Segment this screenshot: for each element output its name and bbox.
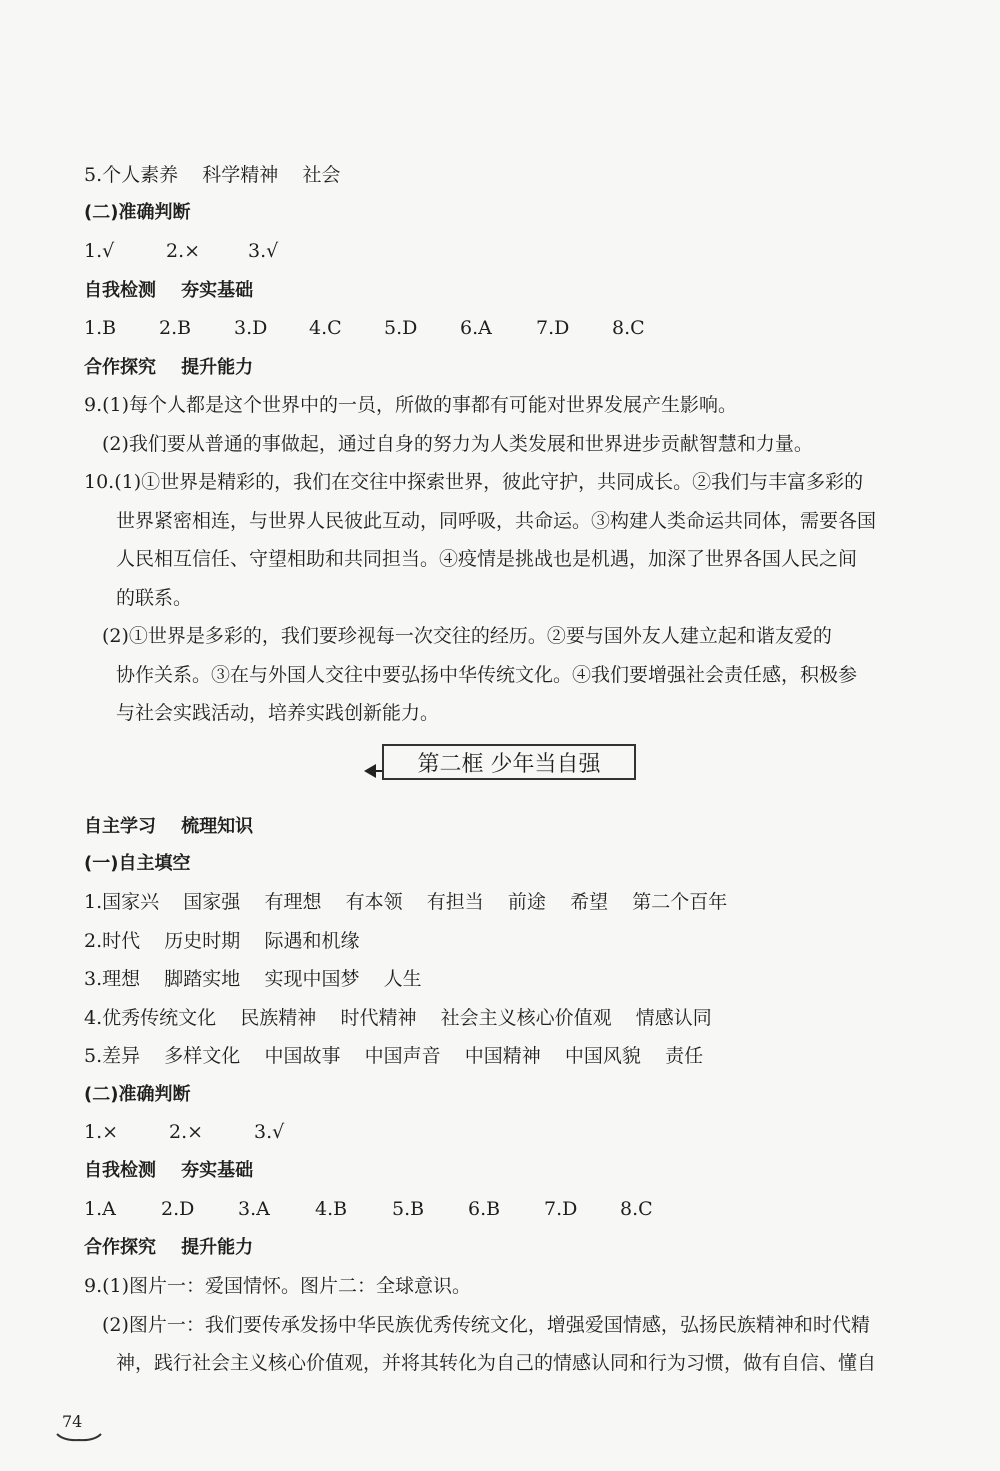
choice-5: 5.D — [384, 317, 418, 339]
q10-line4: 的联系。 — [116, 587, 193, 609]
self-test-heading: 自我检测 夯实基础 — [84, 280, 254, 301]
q9b-part2-line1: (2)图片一：我们要传承发扬中华民族优秀传统文化，增强爱国情感，弘扬民族精神和时代精 — [102, 1314, 870, 1336]
judge-2: 2.× — [166, 240, 201, 262]
choice2-2: 2.D — [161, 1198, 195, 1220]
judge-1: 1.√ — [84, 240, 115, 262]
choice2-5: 5.B — [392, 1198, 425, 1220]
choice2-7: 7.D — [544, 1198, 578, 1220]
fill-answer-5b: 5.差异 多样文化 中国故事 中国声音 中国精神 中国风貌 责任 — [84, 1045, 704, 1067]
q10-line2: 世界紧密相连，与世界人民彼此互动，同呼吸，共命运。③构建人类命运共同体，需要各国 — [116, 510, 877, 532]
choice-4: 4.C — [309, 317, 342, 339]
fill-heading: (一)自主填空 — [84, 853, 191, 874]
q10-line5: (2)①世界是多彩的，我们要珍视每一次交往的经历。②要与国外友人建立起和谐友爱的 — [102, 625, 832, 647]
fill-answer-1: 1.国家兴 国家强 有理想 有本领 有担当 前途 希望 第二个百年 — [84, 891, 728, 913]
q9-part1: 9.(1)每个人都是这个世界中的一员，所做的事都有可能对世界发展产生影响。 — [84, 394, 738, 416]
q10-line1: 10.(1)①世界是精彩的，我们在交往中探索世界，彼此守护，共同成长。②我们与丰富多彩的 — [84, 471, 864, 493]
choice-answers — [84, 315, 645, 341]
self-test-heading-2: 自我检测 夯实基础 — [84, 1160, 254, 1181]
choice-8: 8.C — [612, 317, 645, 339]
page-number-text: 74 — [62, 1412, 83, 1431]
q9b-part1: 9.(1)图片一：爱国情怀。图片二：全球意识。 — [84, 1275, 472, 1297]
choice2-6: 6.B — [468, 1198, 501, 1220]
judge-answers-2 — [84, 1119, 284, 1145]
choice2-8: 8.C — [620, 1198, 653, 1220]
choice-7: 7.D — [536, 317, 570, 339]
q9-part2: (2)我们要从普通的事做起，通过自身的努力为人类发展和世界进步贡献智慧和力量。 — [102, 433, 813, 455]
choice2-1: 1.A — [84, 1198, 116, 1220]
choice-3: 3.D — [234, 317, 268, 339]
section-title: 第二框 少年当自强 — [382, 744, 636, 780]
q9b-part2-line2: 神，践行社会主义核心价值观，并将其转化为自己的情感认同和行为习惯，做有自信、懂自 — [116, 1352, 877, 1374]
section-banner — [364, 744, 640, 784]
choice-6: 6.A — [460, 317, 492, 339]
choice-2: 2.B — [159, 317, 192, 339]
choice-answers-2 — [84, 1196, 653, 1222]
choice2-3: 3.A — [238, 1198, 270, 1220]
choice-1: 1.B — [84, 317, 117, 339]
q10-line7: 与社会实践活动，培养实践创新能力。 — [116, 702, 440, 724]
fill-answer-5: 5.个人素养 科学精神 社会 — [84, 164, 341, 186]
q10-line6: 协作关系。③在与外国人交往中要弘扬中华传统文化。④我们要增强社会责任感，积极参 — [116, 664, 858, 686]
choice2-4: 4.B — [315, 1198, 348, 1220]
q10-line3: 人民相互信任、守望相助和共同担当。④疫情是挑战也是机遇，加深了世界各国人民之间 — [116, 548, 858, 570]
judge-heading: (二)准确判断 — [84, 202, 191, 223]
page-number — [62, 1412, 82, 1431]
explore-heading: 合作探究 提升能力 — [84, 357, 254, 378]
judge-3: 3.√ — [248, 240, 279, 262]
judge2-3: 3.√ — [254, 1121, 285, 1143]
explore-heading-2: 合作探究 提升能力 — [84, 1237, 254, 1258]
fill-answer-2: 2.时代 历史时期 际遇和机缘 — [84, 930, 360, 952]
judge-heading-2: (二)准确判断 — [84, 1084, 191, 1105]
self-study-heading: 自主学习 梳理知识 — [84, 816, 254, 837]
judge-answers — [84, 238, 278, 264]
judge2-2: 2.× — [169, 1121, 204, 1143]
page-ornament-icon — [56, 1432, 102, 1442]
fill-answer-3: 3.理想 脚踏实地 实现中国梦 人生 — [84, 968, 422, 990]
fill-answer-4: 4.优秀传统文化 民族精神 时代精神 社会主义核心价值观 情感认同 — [84, 1007, 712, 1029]
judge2-1: 1.× — [84, 1121, 119, 1143]
